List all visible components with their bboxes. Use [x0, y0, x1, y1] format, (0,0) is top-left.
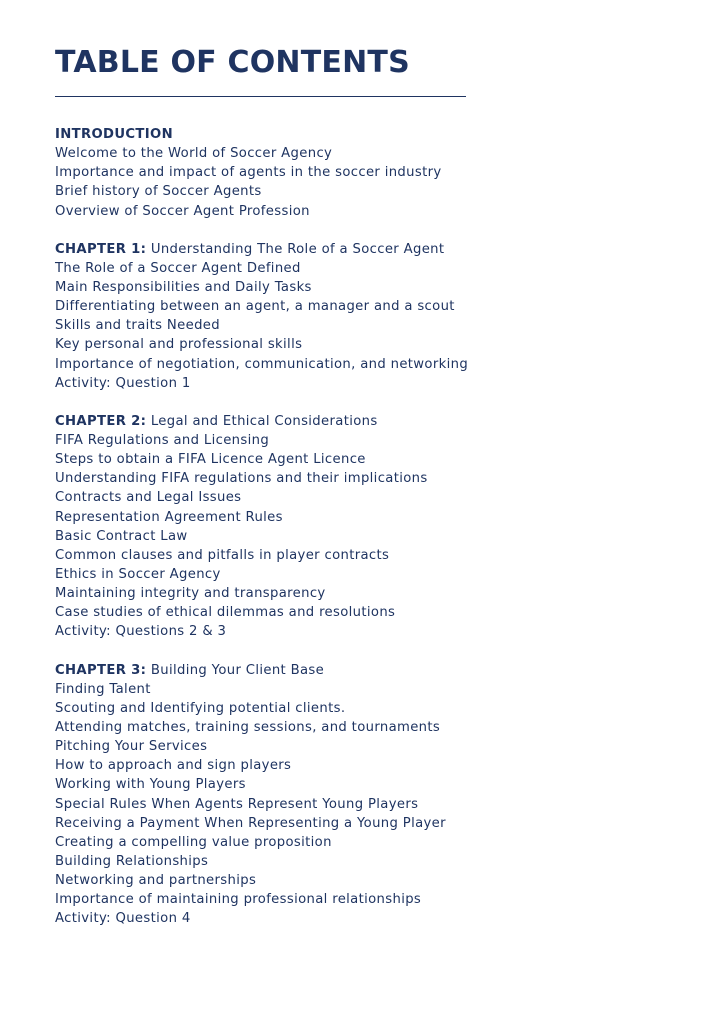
section-heading — [55, 125, 695, 144]
toc-entry: FIFA Regulations and Licensing — [55, 432, 270, 448]
toc-entry: Maintaining integrity and transparency — [55, 586, 326, 602]
toc-entry: Contracts and Legal Issues — [55, 490, 242, 506]
toc-section — [55, 412, 695, 642]
title-divider — [55, 96, 466, 97]
toc-entry: Finding Talent — [55, 681, 151, 697]
toc-entry: Importance and impact of agents in the soccer industry — [55, 165, 442, 181]
toc-list — [55, 125, 695, 947]
section-heading-label: INTRODUCTION — [55, 127, 173, 142]
toc-entry: Pitching Your Services — [55, 739, 208, 755]
toc-entry: Importance of negotiation, communication, and networking — [55, 356, 469, 372]
toc-entry: Skills and traits Needed — [55, 318, 220, 334]
section-heading — [55, 240, 695, 259]
toc-entry: The Role of a Soccer Agent Defined — [55, 260, 301, 276]
toc-entry: Activity: Question 4 — [55, 911, 191, 927]
toc-entry: Basic Contract Law — [55, 528, 188, 544]
section-heading-label: CHAPTER 2: — [55, 413, 147, 429]
toc-entry: Brief history of Soccer Agents — [55, 184, 262, 200]
toc-entry: Scouting and Identifying potential clients. — [55, 700, 346, 716]
toc-entry: Understanding FIFA regulations and their implications — [55, 471, 428, 487]
toc-entry: Common clauses and pitfalls in player contracts — [55, 547, 390, 563]
toc-entry: How to approach and sign players — [55, 758, 292, 774]
toc-entry: Working with Young Players — [55, 777, 246, 793]
section-heading-title: Building Your Client Base — [146, 662, 325, 678]
toc-entry: Welcome to the World of Soccer Agency — [55, 146, 333, 162]
toc-entry: Creating a compelling value proposition — [55, 834, 332, 850]
section-heading-title: Legal and Ethical Considerations — [146, 413, 378, 429]
page-title: TABLE OF CONTENTS — [55, 45, 410, 80]
toc-entry: Attending matches, training sessions, and tournaments — [55, 719, 441, 735]
section-heading-label: CHAPTER 1: — [55, 241, 147, 257]
toc-entry: Activity: Questions 2 & 3 — [55, 624, 227, 640]
toc-entry: Representation Agreement Rules — [55, 509, 283, 525]
toc-entry: Main Responsibilities and Daily Tasks — [55, 279, 312, 295]
toc-entry: Activity: Question 1 — [55, 375, 191, 391]
toc-section — [55, 125, 695, 221]
toc-entry: Steps to obtain a FIFA Licence Agent Licence — [55, 452, 366, 468]
section-heading-title: Understanding The Role of a Soccer Agent — [146, 241, 445, 257]
section-heading — [55, 412, 695, 431]
section-heading-label: CHAPTER 3: — [55, 662, 147, 678]
toc-section — [55, 240, 695, 393]
toc-entry: Ethics in Soccer Agency — [55, 566, 221, 582]
section-heading — [55, 661, 695, 680]
toc-entry: Overview of Soccer Agent Profession — [55, 203, 310, 219]
toc-entry: Importance of maintaining professional relationships — [55, 892, 422, 908]
toc-entry: Networking and partnerships — [55, 873, 257, 889]
toc-entry: Building Relationships — [55, 853, 209, 869]
toc-section — [55, 661, 695, 929]
toc-entry: Case studies of ethical dilemmas and resolutions — [55, 605, 396, 621]
toc-entry: Receiving a Payment When Representing a Young Player — [55, 815, 446, 831]
toc-entry: Key personal and professional skills — [55, 337, 303, 353]
toc-entry: Differentiating between an agent, a manager and a scout — [55, 299, 455, 315]
toc-entry: Special Rules When Agents Represent Young Players — [55, 796, 419, 812]
